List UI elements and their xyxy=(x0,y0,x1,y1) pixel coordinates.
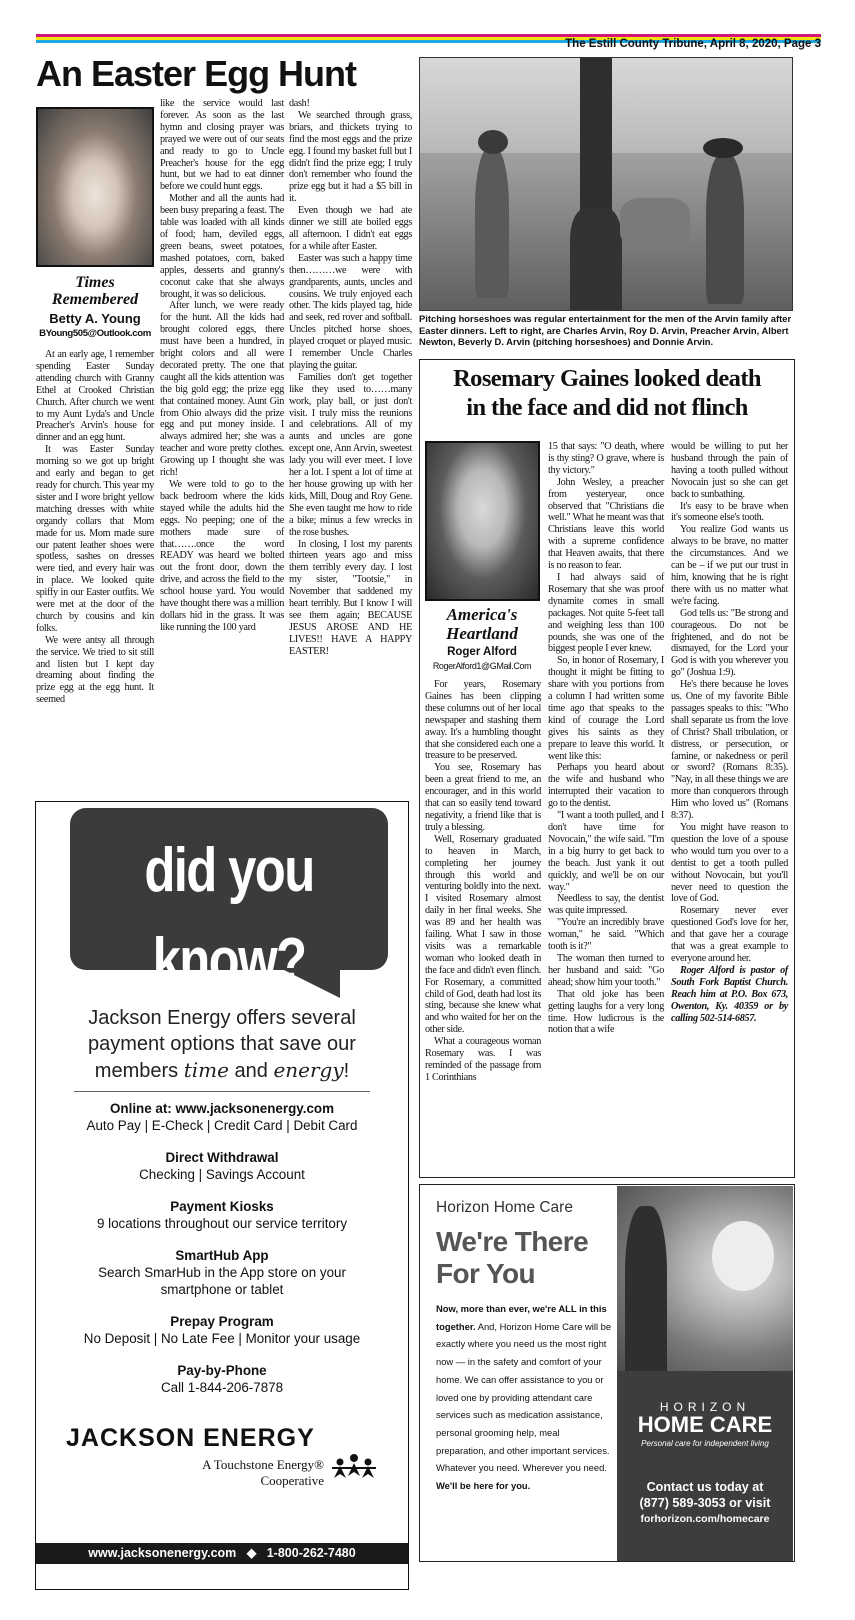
paragraph: I had always said of Rosemary that she was proof dynamite comes in small packages. Not quite 5-feet tall and weighing less than 100 pounds, she was one of the biggest people I ever knew. xyxy=(548,571,664,655)
article-column-2 xyxy=(160,98,284,634)
paragraph: We were antsy all through the service. We tried to sit still and listen but I kept day dreaming about finding the prize egg at the egg hunt. It seemed xyxy=(36,634,154,706)
horizon-photo xyxy=(617,1186,793,1371)
author-name-2: Roger Alford xyxy=(447,646,517,658)
paragraph: For years, Rosemary Gaines has been clipping these columns out of her local newspaper and stashing them away. It's a humbling thought that she considered each one a treasure to be preserved. xyxy=(425,679,541,762)
jackson-footer xyxy=(36,1545,408,1562)
author-bio: Roger Alford is pastor of South Fork Baptist Church. Reach him at P.O. Box 673, Owenton, Ky. 40359 or by calling 502-514-6857. xyxy=(671,964,788,1024)
paragraph: It's easy to be brave when it's someone else's tooth. xyxy=(671,500,788,524)
paragraph: Mother and all the aunts had been busy preparing a feast. The table was loaded with all kinds of food; ham, deviled eggs, green beans, sweet potatoes, mashed potatoes, corn, baked apples, desserts and granny's coconut cake that she always brought, it was so delicious. xyxy=(160,193,284,300)
paragraph: We searched through grass, briars, and thickets trying to find the most eggs and the prize egg. I found my basket full but I didn't find the prize egg; I truly don't remember who found the prize egg but it had a $5 bill in it. xyxy=(289,109,412,205)
paragraph: He's there because he loves us. One of my favorite Bible passages speaks to this: "Who shall separate us from the love of Christ? Shall tribulation, or distress, or persecution, or famine, or nakedness or peril or sword? (Romans 8:35). "Nay, in all these things we are more than conquerors through Him who loved us" (Romans 8:37). xyxy=(671,679,788,822)
paragraph: At an early age, I remember spending Easter Sunday attending church with Granny Ethel at Crooked Christian Church. After church we went to my Aunt Lyda's and Uncle Preacher's Arvin's house for dinner and an egg hunt. xyxy=(36,349,154,444)
paragraph: Families don't get together like they used to……many work, play ball, or just don't visit. I truly miss the reunions and celebrations. All of my aunts and uncles are gone except one, Ann Arvin, sweetest lady you will ever meet. I love her a lot. I spent a lot of time at her house growing up with her kids, Mill, Doug and Roy Gene. She even taught me how to ride a bike; minus a few wrecks in the rose bushes. xyxy=(289,371,412,538)
headline-line: For You xyxy=(436,1258,535,1289)
footer-phone: 1-800-262-7480 xyxy=(266,1546,356,1560)
direct-sub: Checking | Savings Account xyxy=(139,1167,305,1182)
article2-column-2 xyxy=(548,441,664,1036)
phone-title: Pay-by-Phone xyxy=(177,1363,267,1378)
horizon-contact xyxy=(617,1479,793,1527)
paragraph: John Wesley, a preacher from yesteryear, once observed that "Christians die well." What he meant was that Christians leave this world with a supreme confidence that Heaven awaits, that there is no reason to fear. xyxy=(548,476,664,572)
prepay-title: Prepay Program xyxy=(170,1314,274,1329)
author-name: Betty A. Young xyxy=(49,311,141,326)
horseshoe-photo xyxy=(419,57,793,311)
column-section-title-2: America's Heartland xyxy=(446,605,518,643)
horizon-logo-main: HOME CARE xyxy=(637,1412,773,1437)
author-photo-2 xyxy=(425,441,540,601)
online-sub: Auto Pay | E-Check | Credit Card | Debit Card xyxy=(86,1118,358,1133)
horizon-brand: Horizon Home Care xyxy=(436,1199,573,1216)
paragraph: You realize God wants us always to be brave, no matter the circumstances. And we can be – if we put our trust in him, knowing that he is right there with us no matter what we're facing. xyxy=(671,524,788,607)
horizon-logo-tagline: Personal care for independent living xyxy=(641,1439,769,1448)
body-bold: Now, more than ever, we're ALL in this together. xyxy=(436,1303,607,1332)
payment-options xyxy=(36,1100,408,1396)
paragraph: In closing, I lost my parents thirteen years ago and miss them terribly every day. I lost my sister, "Tootsie," in November that saddened my heart terribly. But I know I will see them again; BECAUSE JESUS AROSE AND HE LIVES!! HAVE A HAPPY EASTER! xyxy=(289,538,412,657)
ad-divider xyxy=(74,1091,370,1092)
paragraph: Well, Rosemary graduated to heaven in March, completing her journey through this world and venturing boldly into the next. I visited Rosemary almost daily in her final weeks. She was 89 and her health was failing. What I saw in those visits was a remarkable woman who looked death in the face and didn't even flinch. For Rosemary, a committed child of God, death had lost its sting, because she knew what and who waited for her on the other side. xyxy=(425,833,541,1036)
contact-line: Contact us today at xyxy=(646,1480,764,1494)
article-headline: An Easter Egg Hunt xyxy=(36,53,357,94)
paragraph: like the service would last forever. As soon as the last hymn and closing prayer was prayed we were out of our seats and ready to go to Uncle Preacher's house for the egg hunt, but we had to eat dinner before we could hunt eggs. xyxy=(160,98,284,193)
body: And, Horizon Home Care will be exactly where you need us the most right now — in the safety and comfort of your home. We can offer assistance to you or loved one by providing attendant care services such as medication assistance, personal grooming help, meal preparation, and other important services. Whatever you need. Wherever you need. xyxy=(436,1320,612,1474)
paragraph: would be willing to put her husband through the pain of having a tooth pulled without Novocain just so she can get back to sunbathing. xyxy=(671,441,788,500)
body-text xyxy=(436,1300,612,1495)
smarthub-sub: Search SmarHub in the App store on your xyxy=(98,1265,346,1280)
intro-line: Jackson Energy offers several xyxy=(88,1007,356,1029)
paragraph: Needless to say, the dentist was quite impressed. xyxy=(548,893,664,917)
did-you-know-text: did you know? xyxy=(144,836,314,995)
column-section-title: Times Remembered xyxy=(51,274,139,308)
contact-link[interactable]: forhorizon.com/homecare xyxy=(640,1513,770,1525)
paragraph: So, in honor of Rosemary, I thought it might be fitting to share with you portions from a column I had written some time ago that speaks to the kind of courage the Lord gives his saints as they prepare to leave this world. It went like this: xyxy=(548,655,664,762)
author-photo xyxy=(36,107,154,267)
horizon-headline xyxy=(436,1226,588,1290)
intro-text: and xyxy=(234,1060,268,1082)
smarthub-sub: smartphone or tablet xyxy=(160,1282,284,1297)
paragraph: Easter was such a happy time then………we were with grandparents, aunts, uncles and cousins. We truly enjoyed each other. The kids played tag, hide and seek, red rover and softball. Uncles pitched horse shoes, played croquet or played music. I remember Uncle Charles playing the guitar. xyxy=(289,252,412,371)
paragraph: What a courageous woman Rosemary was. I was reminded of the passage from 1 Corinthians xyxy=(425,1036,541,1083)
intro-line: payment options that save our xyxy=(88,1033,356,1055)
headline-line: Rosemary Gaines looked death xyxy=(453,365,761,392)
kiosk-title: Payment Kiosks xyxy=(170,1199,274,1214)
article-column-3 xyxy=(289,98,412,658)
article2-column-3 xyxy=(671,441,788,1024)
body-end: We'll be here for you. xyxy=(436,1480,531,1492)
touchstone-people-icon xyxy=(330,1450,378,1486)
author-email: BYoung505@Outlook.com xyxy=(39,328,151,339)
online-title: Online at: www.jacksonenergy.com xyxy=(110,1101,334,1116)
kiosk-sub: 9 locations throughout our service territory xyxy=(96,1216,348,1231)
horizon-body xyxy=(436,1300,612,1495)
paragraph: The woman then turned to her husband and said: "Go ahead; show him your tooth." xyxy=(548,952,664,988)
paragraph: "You're an incredibly brave woman," he said. "Which tooth is it?" xyxy=(548,917,664,953)
headline-line: in the face and did not flinch xyxy=(466,394,748,421)
author-email-2: RogerAlford1@GMail.Com xyxy=(432,661,532,671)
intro-text: members xyxy=(94,1060,179,1082)
headline-line: We're There xyxy=(436,1226,589,1257)
article-column-1 xyxy=(36,349,154,706)
page-header: The Estill County Tribune, April 8, 2020, Page 3 xyxy=(565,38,821,50)
prepay-sub: No Deposit | No Late Fee | Monitor your usage xyxy=(83,1331,361,1346)
footer-url: www.jacksonenergy.com xyxy=(88,1546,237,1560)
intro-text: ! xyxy=(343,1060,350,1082)
footer-separator: ◆ xyxy=(246,1546,257,1560)
paragraph: You see, Rosemary has been a great friend to me, an encourager, and in this world that can so easily tend toward negativity, a friend like that is truly a blessing. xyxy=(425,762,541,833)
cooperative-line: Cooperative xyxy=(260,1473,324,1488)
direct-title: Direct Withdrawal xyxy=(165,1150,279,1165)
smarthub-title: SmartHub App xyxy=(175,1248,269,1263)
contact-line: (877) 589-3053 or visit xyxy=(639,1496,771,1510)
intro-time: time xyxy=(183,1058,229,1082)
paragraph: You might have reason to question the love of a spouse who would turn you over to a dentist to get a tooth pulled without Novocain, but you'll never need to question the love of God. xyxy=(671,822,788,905)
paragraph: That old joke has been getting laughs for a very long time. How ludicrous is the notion that a wife xyxy=(548,988,664,1036)
paragraph: Even though we had ate dinner we still ate boiled eggs all afternoon. I didn't eat eggs for a while after Easter. xyxy=(289,205,412,252)
ad-intro xyxy=(36,1005,408,1084)
article2-column-1 xyxy=(425,679,541,1084)
paragraph: dash! xyxy=(289,98,310,109)
phone-sub: Call 1-844-206-7878 xyxy=(160,1380,284,1395)
touchstone-line: A Touchstone Energy® xyxy=(202,1457,324,1472)
paragraph: We were told to go to the back bedroom where the kids stayed while the adults hid the eggs. No peeping; one of the mothers made sure of that…….once the word READY was heard we bolted out the front door, down the drive, and across the field to the school house yard. You would have thought there was a million dollars hid in the grass. It was like running the 100 yard xyxy=(160,479,284,633)
paragraph: 15 that says: "O death, where is thy sting? O grave, where is thy victory." xyxy=(548,441,664,476)
paragraph: God tells us: "Be strong and courageous. Do not be frightened, and do not be dismayed, for the Lord your God is with you wherever you go" (Joshua 1:9). xyxy=(671,607,788,679)
paragraph: It was Easter Sunday morning so we got up bright and early and began to get ready for church. This year my sister and I wore bright yellow matching dresses with white organdy collars that Mom made for us. Mom made sure our patent leather shoes were spotless, sashes on dresses were tied, and every hair was in place. We looked quite spiffy in our Easter outfits. We were met at the door of the church by cousins and kin folks. xyxy=(36,444,154,634)
paragraph: After lunch, we were ready for the hunt. All the kids had brought colored eggs, there must have been a hundred, in bright colors and all were decorated pretty. The one that caught all the kids attention was the big gold egg; the prize egg that contained money. Aunt Gin from Ohio always did the prize egg and put money inside. I always admired her; she was a teacher and wore pretty clothes. Growing up I thought she was rich! xyxy=(160,300,284,479)
paragraph: Rosemary never ever questioned God's love for her, and that gave her a courage that was a great example to everyone around her. xyxy=(671,905,788,964)
paragraph: Perhaps you heard about the wife and husband who interrupted their vacation to go to the dentist. xyxy=(548,762,664,810)
photo-caption: Pitching horseshoes was regular entertainment for the men of the Arvin family after Easter dinners. Left to right, are Charles Arvin, Roy D. Arvin, Preacher Arvin, Albert Newton, Beverly D. Arvin (pitching horseshoes) and Donnie Arvin. xyxy=(419,313,792,348)
intro-energy: energy xyxy=(273,1058,344,1082)
intro-line xyxy=(36,1057,408,1084)
article-headline-2 xyxy=(419,364,795,422)
horizon-logo-top: HORIZON xyxy=(659,1400,751,1414)
jackson-energy-logo: JACKSON ENERGY xyxy=(66,1424,315,1452)
paragraph: "I want a tooth pulled, and I don't have time for Novocain," the wife said. "I'm in a big hurry to get back to the beach. Just yank it out quickly, and we'll be on our way." xyxy=(548,810,664,893)
